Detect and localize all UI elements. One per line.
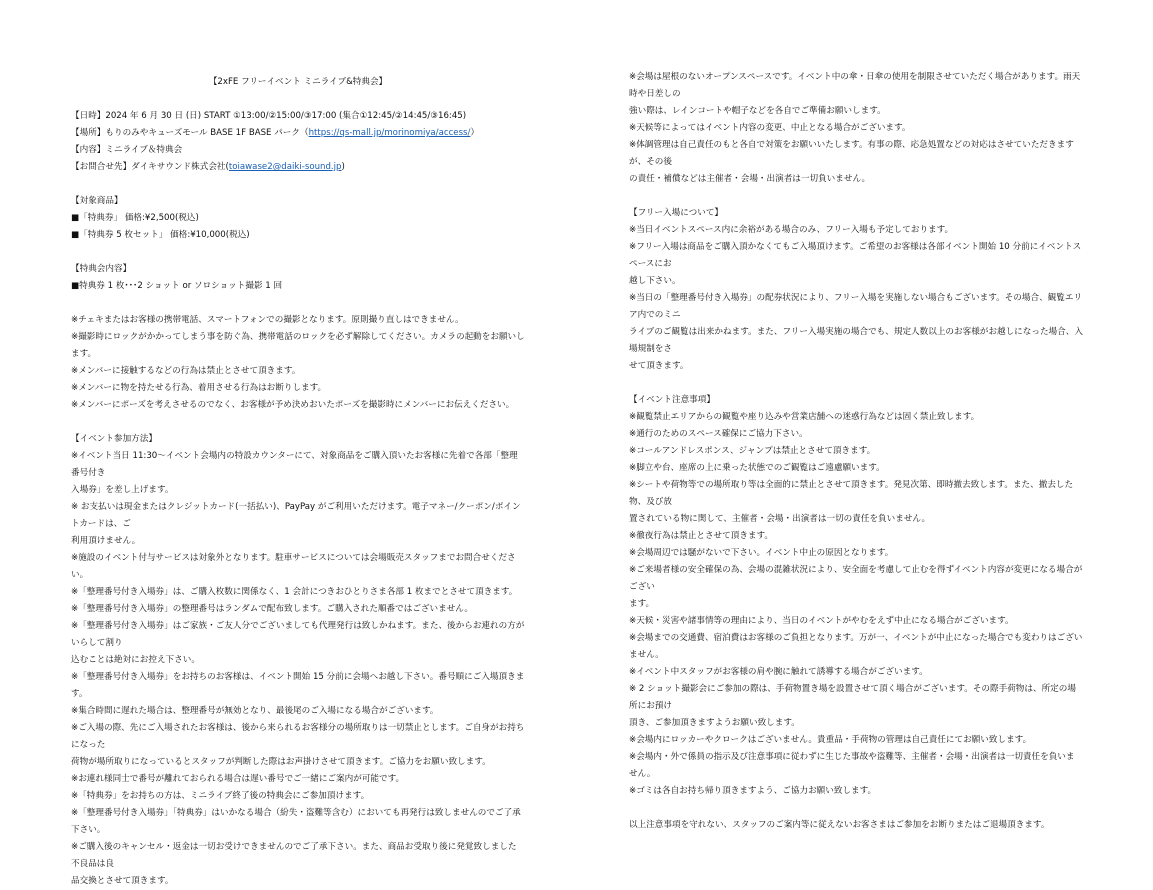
caution-line: ※コールアンドレスポンス、ジャンプは禁止とさせて頂きます。 [629, 446, 876, 456]
closing-line: 以上注意事項を守れない、スタッフのご案内等に従えないお客さまはご参加をお断りまたはご退場頂きます。 [629, 820, 1050, 830]
venue-line: ※天候等によってはイベント内容の変更、中止となる場合がございます。 [629, 123, 911, 133]
venue-line: ※体調管理は自己責任のもと各自で対策をお願いいたします。有事の際、応急処置などの対応はさせていただきますが、その後 [629, 140, 1074, 167]
method-line: ※イベント当日 11:30～イベント会場内の特設カウンターにて、対象商品をご購入頂いたお客様に先着で各部「整理番号付き [71, 451, 518, 478]
caution-line: ※脚立や台、座席の上に乗った状態でのご観覧はご遠慮願います。 [629, 463, 885, 473]
free-entry-line: ※当日イベントスペース内に余裕がある場合のみ、フリー入場も予定しております。 [629, 225, 954, 235]
event-place-line [71, 125, 525, 142]
contact-email-link[interactable]: toiawase2@daiki-sound.jp [228, 162, 342, 172]
caution-line: 頂き、ご参加頂きますようお願い致します。 [629, 718, 800, 728]
method-header: 【イベント参加方法】 [71, 434, 157, 444]
event-date-line: 【日時】2024 年 6 月 30 日 (日) START ①13:00/②15:00/③17:00 (集合①12:45/②14:45/③16:45) [71, 111, 467, 121]
note-line: ※メンバーに物を持たせる行為、着用させる行為はお断りします。 [71, 383, 327, 393]
caution-line: ※イベント中スタッフがお客様の肩や腕に触れて誘導する場合がございます。 [629, 667, 928, 677]
note-line: ※メンバーにポーズを考えさせるのでなく、お客様が予め決めおいたポーズを撮影時にメンバーにお伝えください。 [71, 400, 515, 410]
contact-line [71, 159, 525, 176]
method-line: ※ お支払いは現金またはクレジットカード(一括払い)、PayPay がご利用いただけます。電子マネー/クーポン/ポイントカードは、ご [71, 502, 521, 529]
caution-line: ※ゴミは各自お持ち帰り頂きますよう、ご協力お願い致します。 [629, 786, 877, 796]
caution-line: ※天候・災害や諸事情等の理由により、当日のイベントがやむをえず中止になる場合がございます。 [629, 616, 1014, 626]
perks-header: 【特典会内容】 [71, 264, 132, 274]
products-header: 【対象商品】 [71, 196, 123, 206]
caution-line: ※会場までの交通費、宿泊費はお客様のご負担となります。万が一、イベントが中止になった場合でも変わりはございません。 [629, 633, 1083, 660]
venue-line: の責任・補償などは主催者・会場・出演者は一切負いません。 [629, 174, 871, 184]
method-line: ※「整理番号付き入場券」の整理番号はランダムで配布致します。ご購入された順番ではございません。 [71, 604, 473, 614]
method-line: ※「整理番号付き入場券」をお持ちのお客様は、イベント開始 15 分前に会場へお越し下さい。番号順にご入場頂きます。 [71, 672, 525, 699]
free-entry-line: 越し下さい。 [629, 276, 681, 286]
free-entry-line: せて頂きます。 [629, 361, 689, 371]
perk-item: ■特典券 1 枚･･･2 ショット or ソロショット撮影 1 回 [71, 281, 283, 291]
caution-line: ※会場周辺では騒がないで下さい。イベント中止の原因となります。 [629, 548, 894, 558]
caution-line: ます。 [629, 599, 655, 609]
method-line: ※「整理番号付き入場券」「特典券」はいかなる場合（紛失・盗難等含む）においても再発行は致しませんのでご了承下さい。 [71, 808, 521, 835]
free-entry-line: ※フリー入場は商品をご購入頂かなくてもご入場頂けます。ご希望のお客様は各部イベント開始 10 分前にイベントスペースにお [629, 242, 1082, 269]
method-line: ※ご購入後のキャンセル・返金は一切お受けできませんのでご了承下さい。また、商品お受取り後に発覚致しました不良品は良 [71, 842, 517, 869]
caution-line: ※ご来場者様の安全確保の為、会場の混雑状況により、安全面を考慮して止むを得ずイベント内容が変更になる場合がござい [629, 565, 1083, 592]
venue-line: 強い際は、レインコートや帽子などを各自でご準備お願いします。 [629, 106, 886, 116]
method-line: 入場券」を差し上げます。 [71, 485, 174, 495]
method-line: ※「整理番号付き入場券」はご家族・ご友人分でございましても代理発行は致しかねます。また、後からお連れの方がいらして割り [71, 621, 525, 648]
venue-line: ※会場は屋根のないオープンスペースです。イベント中の傘・日傘の使用を制限させていただく場合があります。雨天時や日差しの [629, 72, 1081, 99]
event-content-line: 【内容】ミニライブ＆特典会 [71, 145, 183, 155]
product-item: ■「特典券 5 枚セット」 価格:¥10,000(税込) [71, 230, 250, 240]
note-line: ※チェキまたはお客様の携帯電話、スマートフォンでの撮影となります。原則撮り直しはできません。 [71, 315, 464, 325]
caution-line: ※徹夜行為は禁止とさせて頂きます。 [629, 531, 774, 541]
caution-line: ※ 2 ショット撮影会にご参加の際は、手荷物置き場を設置させて頂く場合がございます。その際手荷物は、所定の場所にお預け [629, 684, 1076, 711]
method-line: 品交換とさせて頂きます。 [71, 876, 174, 886]
method-line: ※施設のイベント付与サービスは対象外となります。駐車サービスについては会場販売スタッフまでお問合せください。 [71, 553, 516, 580]
place-suffix: ） [470, 128, 480, 138]
document-title: 【2xFE フリーイベント ミニライブ&特典会】 [208, 77, 388, 87]
note-line: ※メンバーに接触するなどの行為は禁止とさせて頂きます。 [71, 366, 301, 376]
caution-line: ※シートや荷物等での場所取り等は全面的に禁止とさせて頂きます。発見次第、即時撤去致します。また、撤去した物、及び放 [629, 480, 1074, 507]
caution-line: ※通行のためのスペース確保にご協力下さい。 [629, 429, 808, 439]
method-line: ※お連れ様同士で番号が離れておられる場合は遅い番号でご一緒にご案内が可能です。 [71, 774, 405, 784]
method-line: ※集合時間に遅れた場合は、整理番号が無効となり、最後尾のご入場になる場合がございます。 [71, 706, 439, 716]
place-label: 【場所】もりのみやキューズモール BASE 1F BASE パーク（ [71, 128, 309, 138]
method-line: ※ご入場の際、先にご入場されたお客様は、後から来られるお客様分の場所取りは一切禁止とします。ご自身がお持ちになった [71, 723, 525, 750]
caution-line: ※会場内・外で係員の指示及び注意事項に従わずに生じた事故や盗難等、主催者・会場・出演者は一切責任を負いません。 [629, 752, 1075, 779]
caution-line: ※観覧禁止エリアからの観覧や座り込みや営業店舗への迷惑行為などは固く禁止致します。 [629, 412, 980, 422]
free-entry-line: ライブのご観覧は出来かねます。また、フリー入場実施の場合でも、規定人数以上のお客様がお越しになった場合、入場規制をさ [629, 327, 1083, 354]
free-entry-line: ※当日の「整理番号付き入場券」の配券状況により、フリー入場を実施しない場合もございます。その場合、観覧エリア内でのミニ [629, 293, 1083, 320]
method-line: 荷物が場所取りになっているとスタッフが判断した際はお声掛けさせて頂きます。ご協力をお願い致します。 [71, 757, 491, 767]
left-column [71, 0, 525, 890]
method-line: ※「整理番号付き入場券」は、ご購入枚数に関係なく、1 会計につきおひとりさま各部 1 枚までとさせて頂きます。 [71, 587, 518, 597]
right-column [629, 69, 1083, 834]
method-line: ※「特典券」をお持ちの方は、ミニライブ終了後の特典会にご参加頂けます。 [71, 791, 370, 801]
caution-line: ※会場内にロッカーやクロークはございません。貴重品・手荷物の管理は自己責任にてお願い致します。 [629, 735, 1032, 745]
contact-label: 【お問合せ先】ダイキサウンド株式会社( [71, 162, 229, 172]
contact-suffix: ) [341, 162, 345, 172]
note-line: ※撮影時にロックがかかってしまう事を防ぐ為、携帯電話のロックを必ず解除してください。カメラの起動をお願いします。 [71, 332, 525, 359]
free-entry-header: 【フリー入場について】 [629, 208, 724, 218]
caution-header: 【イベント注意事項】 [629, 395, 715, 405]
product-item: ■「特典券」 価格:¥2,500(税込) [71, 213, 199, 223]
method-line: 利用頂けません。 [71, 536, 141, 546]
caution-line: 置されている物に関して、主催者・会場・出演者は一切の責任を負いません。 [629, 514, 931, 524]
method-line: 込むことは絶対にお控え下さい。 [71, 655, 200, 665]
place-link[interactable]: https://qs-mall.jp/morinomiya/access/ [308, 128, 471, 138]
